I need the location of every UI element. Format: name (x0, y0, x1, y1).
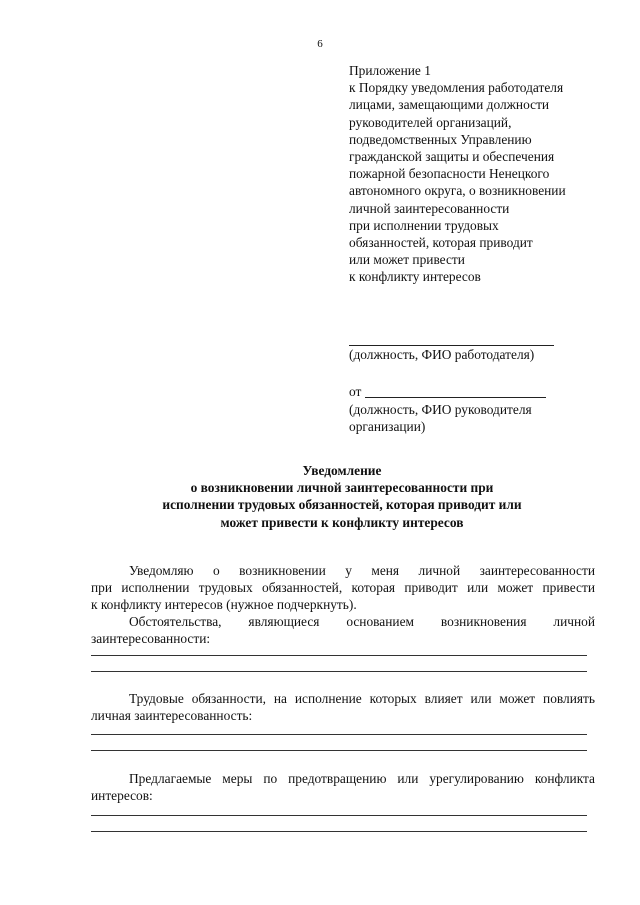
paragraph-line: личная заинтересованность: (91, 708, 253, 724)
head-hint-line: организации) (349, 419, 426, 435)
title-line: о возникновении личной заинтересованности при (190, 480, 494, 496)
title-line: Уведомление (302, 463, 382, 478)
duties-fill-line[interactable] (91, 734, 587, 735)
measures-fill-line[interactable] (91, 815, 587, 816)
appendix-header (349, 62, 609, 286)
addressee-block (349, 345, 609, 436)
appendix-line: автономного округа, о возникновении (349, 183, 566, 199)
appendix-line: при исполнении трудовых (349, 217, 499, 233)
paragraph-line: Уведомляю о возникновении у меня личной заинтересованности (129, 563, 595, 578)
paragraph-line: к конфликту интересов (нужное подчеркнуть). (91, 597, 357, 613)
paragraph-line: при исполнении трудовых обязанностей, которая приводит или может привести (91, 580, 595, 596)
from-label: от (349, 384, 362, 400)
paragraph-line: Трудовые обязанности, на исполнение которых влияет или может повлиять (129, 691, 595, 706)
appendix-line: или может привести (349, 252, 465, 268)
notice-paragraph (91, 562, 595, 614)
circumstances-fill-line[interactable] (91, 671, 587, 672)
paragraph-line: заинтересованности: (91, 631, 211, 647)
appendix-line: Приложение 1 (349, 63, 431, 78)
employer-hint: (должность, ФИО работодателя) (349, 347, 535, 362)
circumstances-paragraph (91, 613, 595, 647)
title-line: может привести к конфликту интересов (220, 514, 464, 530)
appendix-line: руководителей организаций, (349, 114, 512, 130)
measures-paragraph (91, 770, 595, 804)
notice-title (90, 462, 594, 531)
paragraph-line: интересов: (91, 788, 153, 804)
duties-fill-line[interactable] (91, 750, 587, 751)
appendix-line: пожарной безопасности Ненецкого (349, 166, 550, 182)
appendix-line: обязанностей, которая приводит (349, 235, 533, 251)
paragraph-line: Предлагаемые меры по предотвращению или урегулированию конфликта (129, 771, 595, 786)
from-row (349, 383, 609, 400)
circumstances-fill-line[interactable] (91, 655, 587, 656)
title-line: исполнении трудовых обязанностей, которая приводит или (162, 497, 522, 513)
head-hint-line: (должность, ФИО руководителя (349, 401, 532, 417)
head-fill-line[interactable] (365, 397, 546, 398)
duties-paragraph (91, 690, 595, 724)
appendix-line: к Порядку уведомления работодателя (349, 80, 564, 96)
appendix-line: подведомственных Управлению (349, 131, 532, 147)
paragraph-line: Обстоятельства, являющиеся основанием возникновения личной (129, 614, 595, 629)
appendix-line: лицами, замещающими должности (349, 97, 550, 113)
appendix-line: гражданской защиты и обеспечения (349, 149, 555, 165)
page-number: 6 (317, 38, 323, 50)
appendix-line: личной заинтересованности (349, 200, 510, 216)
appendix-line: к конфликту интересов (349, 269, 481, 285)
measures-fill-line[interactable] (91, 831, 587, 832)
